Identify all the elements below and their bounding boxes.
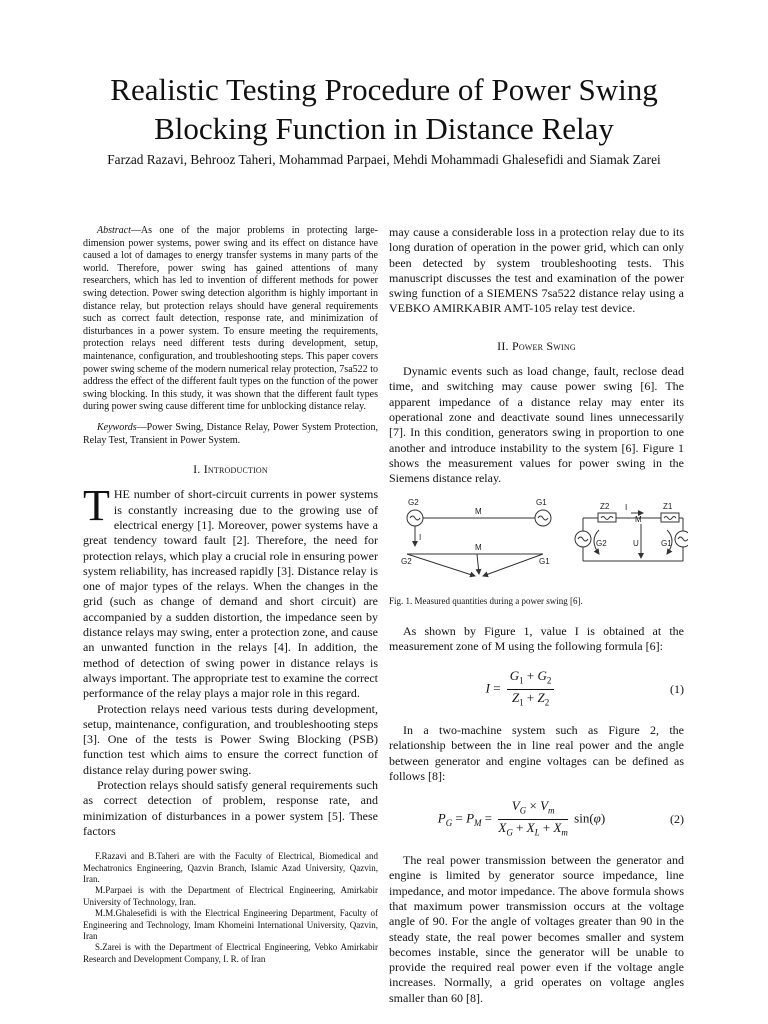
label-g2: G2	[408, 498, 419, 508]
keywords-label: Keywords	[97, 421, 137, 433]
impedance-z1-symbol	[661, 513, 679, 522]
power-swing-paragraph-4: The real power transmission between the generator and engine is limited by generator source impedance, line impedance, and motor impedance. The above formula shows that maximum power transmission occurs at the voltage angle of 90. For the angle of voltages greater than 90 in the steady state, the real power becomes smaller and system becomes instable, since the generator will be unable to provide the required real power even if the voltage angle increases. Normally, a grid operates on voltage angles smaller than 60 [8].	[389, 853, 684, 1005]
intro-text-1: HE number of short-circuit currents in power systems is constantly increasing due to the growing use of electrical energy [1]. Moreover, power systems have a great tendency toward fault [2]. Therefore, the need for protection relays, which play a crucial role in ensuring power system reliability, has increased rapidly [3]. Distance relay is one of major types of the relays. When the changes in the grid (such as change of demand and short circuit) are accompanied by a sudden distortion, the impedance seen by distance relays may swing, enter a protection zone, and cause an unwanted function in the relays [4]. In addition, the method of detection of swing power in distance relays is always important. The appropriate test to examine the correct performance of the relay plays a major role in this regard.	[83, 487, 378, 701]
left-column	[83, 225, 378, 965]
equation-2-body: $P_G = P_M$ = $\frac{V_G \times V_m}{X_G + X_L + X_m}$ sin(φ)	[437, 798, 606, 838]
label-z2: Z2	[600, 502, 610, 512]
power-swing-circuit-diagram	[393, 496, 688, 588]
impedance-z2-symbol	[598, 513, 616, 522]
equation-1	[389, 668, 684, 711]
equation-number: (2)	[670, 812, 684, 827]
footnotes	[83, 851, 378, 965]
label-current: I	[625, 503, 628, 513]
footnote: S.Zarei is with the Department of Electrical Engineering, Vebko Amirkabir Research and Development Company, I. R. of Iran	[83, 942, 378, 964]
equation-2	[389, 798, 684, 841]
intro-paragraph-2: Protection relays need various tests during development, setup, maintenance, configuration, and troubleshooting steps [3]. One of the tests is Power Swing Blocking (PSB) function test which aims to ensure the correct function of distance relay during power swing.	[83, 701, 378, 777]
section-heading-power-swing	[389, 339, 684, 354]
label-z1: Z1	[663, 502, 673, 512]
drop-cap: T	[83, 481, 110, 531]
section-heading-introduction	[83, 462, 378, 477]
right-column	[389, 225, 684, 1006]
title-line-1: Realistic Testing Procedure of Power Swing	[110, 72, 658, 107]
abstract	[83, 225, 378, 447]
label-g1: G1	[536, 498, 547, 508]
label-g1-right: G1	[661, 539, 672, 549]
figure-caption: Fig. 1. Measured quantities during a power swing [6].	[389, 596, 583, 607]
label-g1-lower: G1	[539, 557, 550, 567]
continued-paragraph: may cause a considerable loss in a protection relay due to its long duration of operation in the power grid, which can only been detected by system troubleshooting tests. This manuscript discusses the test and examination of the power swing function of a SIEMENS 7sa522 distance relay using a VEBKO AMIRKABIR AMT-105 relay test device.	[389, 225, 684, 316]
abstract-label: Abstract	[97, 225, 131, 236]
equation-1-body: I = $\frac{G_1 + G_2}{Z_1 + Z_2}$	[389, 668, 654, 711]
equation-number: (1)	[670, 682, 684, 697]
source-g1-symbol	[675, 531, 688, 547]
section-title: Introduction	[203, 462, 268, 477]
label-m-lower: M	[475, 543, 482, 553]
figure-1	[389, 496, 684, 609]
label-m-right: M	[635, 515, 642, 525]
label-g2-right: G2	[596, 539, 607, 549]
footnote: M.Parpaei is with the Department of Electrical Engineering, Amirkabir University of Technology, Iran.	[83, 885, 378, 907]
power-swing-paragraph-2: As shown by Figure 1, value I is obtained at the measurement zone of M using the following formula [6]:	[389, 623, 684, 654]
footnote: M.M.Ghalesefidi is with the Electrical Engineering Department, Faculty of Engineering and Technology, Imam Khomeini International University, Qazvin, Iran	[83, 908, 378, 942]
label-m: M	[475, 507, 482, 517]
paper-title	[0, 70, 768, 148]
intro-paragraph-1	[83, 481, 378, 701]
intro-paragraph-3: Protection relays should satisfy general requirements such as correct detection of problem, response rate, and minimization of disturbances in a power system [5]. These factors	[83, 778, 378, 838]
keywords-text: —Power Swing, Distance Relay, Power System Protection, Relay Test, Transient in Power System.	[83, 421, 378, 446]
section-number: II.	[497, 338, 509, 353]
power-swing-paragraph-1: Dynamic events such as load change, fault, reclose dead time, and switching may cause power swing [6]. The apparent impedance of a distance relay may enter its operational zone and deactivate sound lines unnecessarily [7]. In this condition, generators swing in proportion to one another and introduce instability to the system [6]. Figure 1 shows the measurement values for power swing in the Siemens distance relay.	[389, 364, 684, 486]
footnote: F.Razavi and B.Taheri are with the Faculty of Electrical, Biomedical and Mechatronics Engineering, Qazvin Branch, Islamic Azad University, Qazvin, Iran.	[83, 851, 378, 885]
label-u: U	[633, 539, 639, 549]
label-g2-lower: G2	[401, 557, 412, 567]
label-i: I	[419, 533, 422, 543]
section-title: Power Swing	[511, 338, 576, 353]
author-list: Farzad Razavi, Behrooz Taheri, Mohammad Parpaei, Mehdi Mohammadi Ghalesefidi and Siamak Zarei	[107, 152, 661, 167]
power-swing-paragraph-3: In a two-machine system such as Figure 2, the relationship between the in line real power and the angle between generator and engine voltages can be defined as follows [8]:	[389, 723, 684, 784]
abstract-text: —As one of the major problems in protecting large-dimension power systems, power swing and its effect on distance have caused a lot of damages to energy transfer systems in many parts of the world. Therefore, power swing has gained attentions of many researchers, which has led to invention of different methods for power swing detection. Power swing detection algorithm is highly important in distance relay, but protection relays should have general requirements such as correct fault detection, response rate, and minimization of disturbances in a power system. To ensure meeting the requirements, protection relays need different tests during development, setup, maintenance, configuration, and troubleshooting steps. This paper covers power swing scheme of the modern numerical relay protection, 7sa522 to address the effect of the different fault types on the function of the power swing blocking. In this study, it was shown that the different fault types during power swing cause different time for unblocking distance relay.	[83, 225, 378, 413]
title-line-2: Blocking Function in Distance Relay	[154, 111, 614, 146]
section-number: I.	[193, 462, 201, 477]
